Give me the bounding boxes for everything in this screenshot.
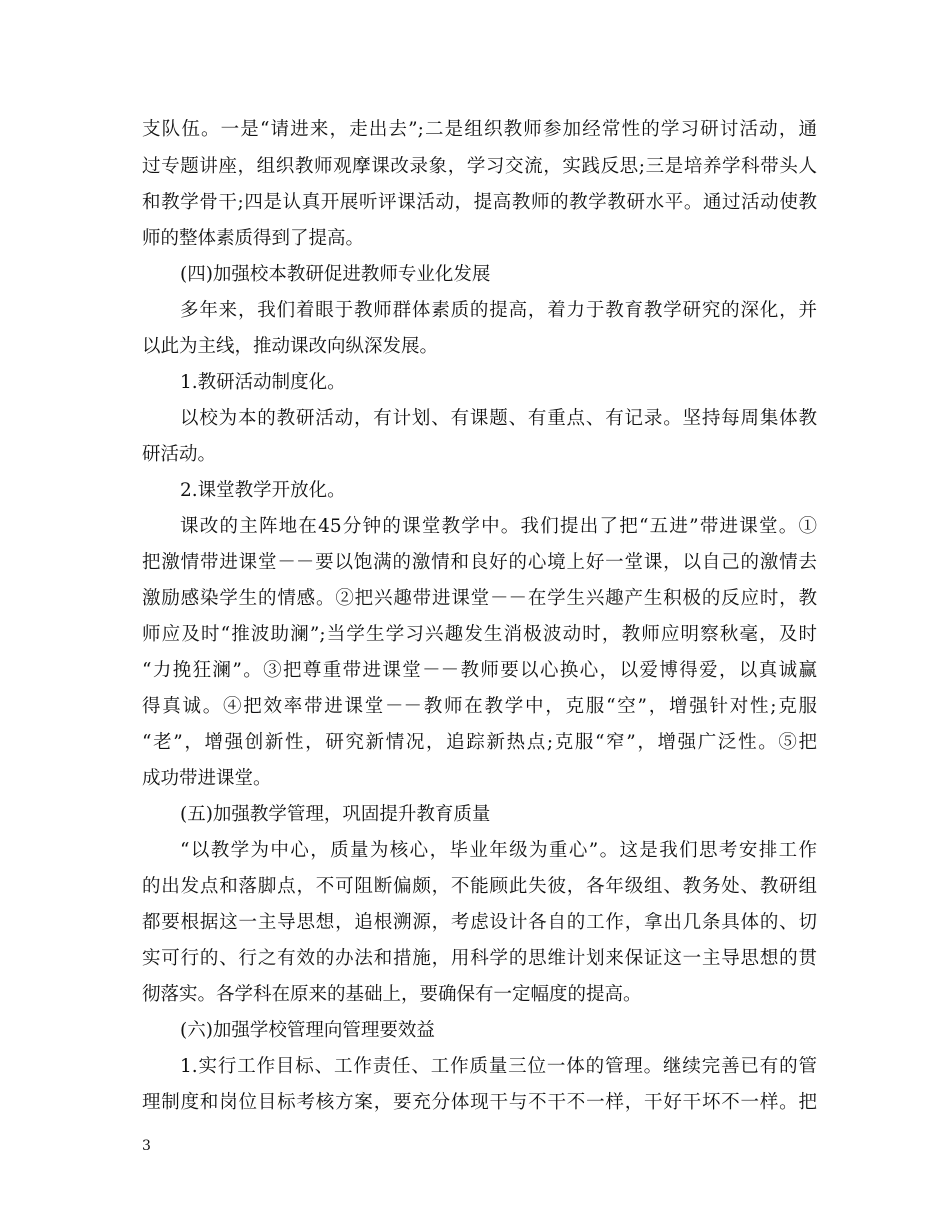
text-line: 过专题讲座，组织教师观摩课改录象，学习交流，实践反思;三是培养学科带头人 <box>142 156 817 177</box>
section-heading: (五)加强教学管理，巩固提升教育质量 <box>180 804 491 825</box>
text-line: 实可行的、行之有效的办法和措施，用科学的思维计划来保证这一主导思想的贯 <box>142 948 817 969</box>
text-line: 彻落实。各学科在原来的基础上，要确保有一定幅度的提高。 <box>142 984 642 1005</box>
text-line: 师应及时“推波助澜”;当学生学习兴趣发生消极波动时，教师应明察秋毫，及时 <box>142 624 817 645</box>
text-line: “老”，增强创新性，研究新情况，追踪新热点;克服“窄”，增强广泛性。⑤把 <box>142 732 817 753</box>
text-line: 都要根据这一主导思想，追根溯源，考虑设计各自的工作，拿出几条具体的、切 <box>142 912 817 933</box>
text-line: “以教学为中心，质量为核心，毕业年级为重心”。这是我们思考安排工作 <box>180 840 817 861</box>
text-line: 把激情带进课堂－－要以饱满的激情和良好的心境上好一堂课，以自己的激情去 <box>142 552 817 573</box>
text-line: 课改的主阵地在45分钟的课堂教学中。我们提出了把“五进”带进课堂。① <box>180 516 817 537</box>
subsection-heading: 2.课堂教学开放化。 <box>180 480 346 501</box>
text-line: 研活动。 <box>142 444 217 465</box>
text-line: 成功带进课堂。 <box>142 768 272 789</box>
text-line: 以校为本的教研活动，有计划、有课题、有重点、有记录。坚持每周集体教 <box>180 408 817 429</box>
text-line: 的出发点和落脚点，不可阻断偏颇，不能顾此失彼，各年级组、教务处、教研组 <box>142 876 817 897</box>
text-line: 理制度和岗位目标考核方案，要充分体现干与不干不一样，干好干坏不一样。把 <box>142 1092 817 1113</box>
text-line: 1.实行工作目标、工作责任、工作质量三位一体的管理。继续完善已有的管 <box>180 1056 817 1077</box>
text-line: 得真诚。④把效率带进课堂－－教师在教学中，克服“空”，增强针对性;克服 <box>142 696 817 717</box>
section-heading: (四)加强校本教研促进教师专业化发展 <box>180 264 491 285</box>
text-line: 激励感染学生的情感。②把兴趣带进课堂－－在学生兴趣产生积极的反应时，教 <box>142 588 817 609</box>
text-line: 以此为主线，推动课改向纵深发展。 <box>142 336 439 357</box>
text-line: 和教学骨干;四是认真开展听评课活动，提高教师的教学教研水平。通过活动使教 <box>142 192 817 213</box>
section-heading: (六)加强学校管理向管理要效益 <box>180 1020 435 1041</box>
text-line: 支队伍。一是“请进来，走出去”;二是组织教师参加经常性的学习研讨活动，通 <box>142 119 817 140</box>
text-line: 师的整体素质得到了提高。 <box>142 228 365 249</box>
text-line: “力挽狂澜”。③把尊重带进课堂－－教师要以心换心，以爱博得爱，以真诚赢 <box>142 660 817 681</box>
page-number: 3 <box>142 1138 151 1154</box>
subsection-heading: 1.教研活动制度化。 <box>180 372 346 393</box>
text-line: 多年来，我们着眼于教师群体素质的提高，着力于教育教学研究的深化，并 <box>180 300 817 321</box>
